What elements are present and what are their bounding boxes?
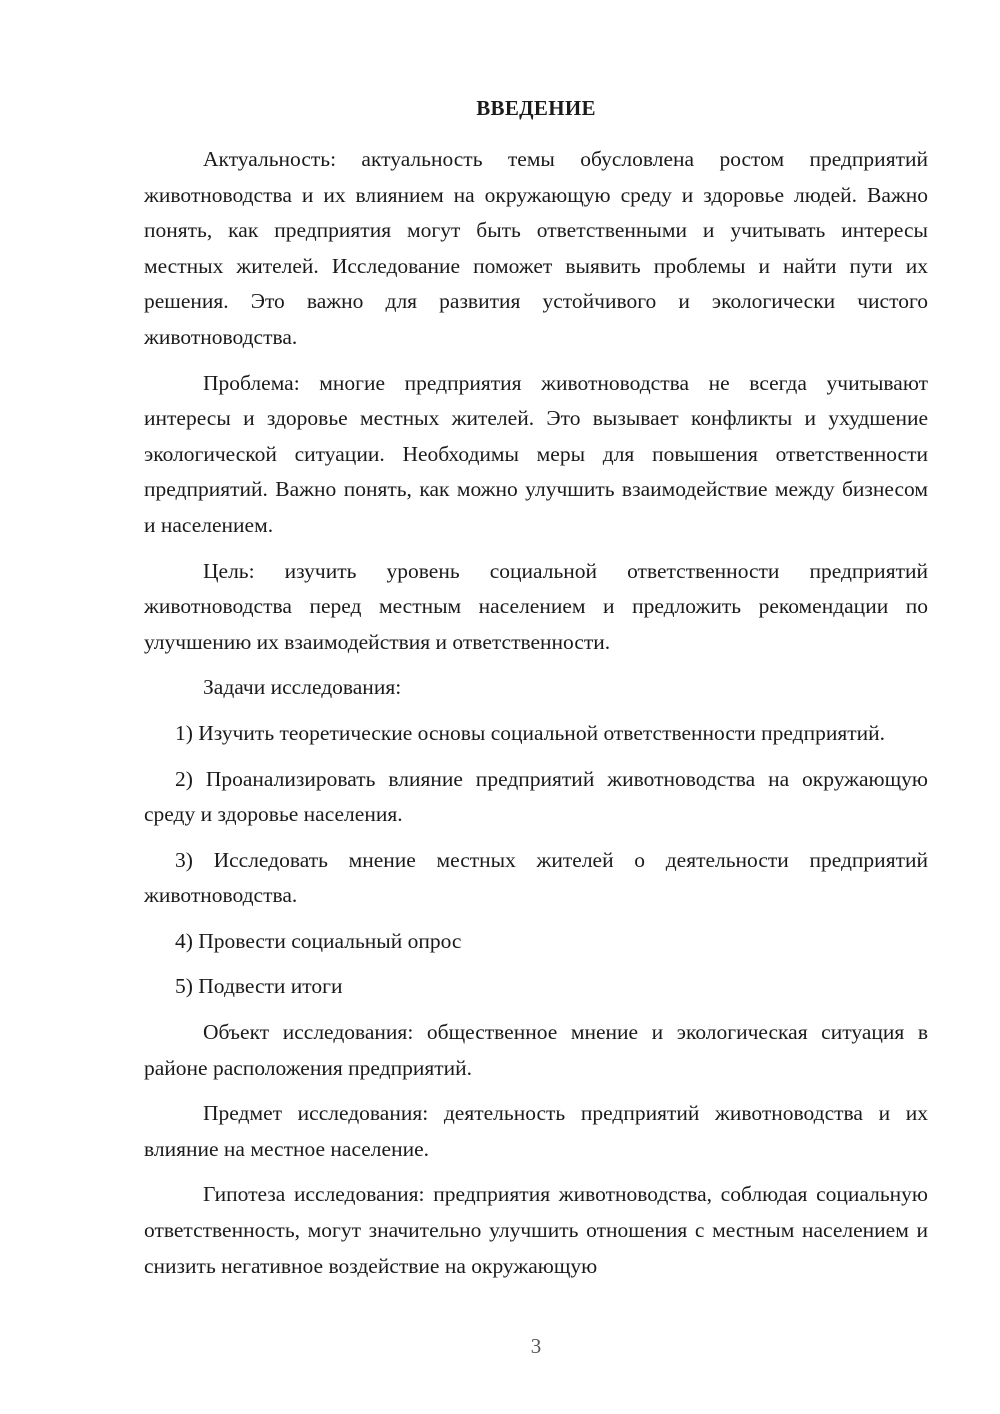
task-item: 5) Подвести итоги: [175, 974, 343, 999]
task-item: 1) Изучить теоретические основы социальной ответственности предприятий.: [175, 720, 886, 745]
page-number: 3: [530, 1334, 542, 1358]
paragraph-relevance: Актуальность: актуальность темы обусловлена ростом предприятий животноводства и их влиянием на окружающую среду и здоровье людей. Важно понять, как предприятия могут быть ответственными и учитывать интересы местных жителей. Исследование поможет выявить проблемы и найти пути их решения. Это важно для развития устойчивого и экологически чистого животноводства.: [144, 147, 928, 349]
document-body: [144, 142, 928, 1294]
paragraph-subject: Предмет исследования: деятельность предприятий животноводства и их влияние на местное население.: [144, 1101, 928, 1161]
task-item: 2) Проанализировать влияние предприятий животноводства на окружающую среду и здоровье населения.: [144, 766, 928, 827]
paragraph-goal: Цель: изучить уровень социальной ответственности предприятий животноводства перед местным населением и предложить рекомендации по улучшению их взаимодействия и ответственности.: [144, 558, 928, 654]
paragraph-object: Объект исследования: общественное мнение и экологическая ситуация в районе расположения предприятий.: [144, 1020, 928, 1080]
task-item: 4) Провести социальный опрос: [175, 928, 462, 953]
document-page: [144, 0, 928, 1414]
paragraph-problem: Проблема: многие предприятия животноводства не всегда учитывают интересы и здоровье местных жителей. Это вызывает конфликты и ухудшение экологической ситуации. Необходимы меры для повышения ответственности предприятий. Важно понять, как можно улучшить взаимодействие между бизнесом и населением.: [144, 370, 928, 537]
task-item: 3) Исследовать мнение местных жителей о деятельности предприятий животноводства.: [144, 847, 928, 908]
section-title: ВВЕДЕНИЕ: [476, 96, 596, 120]
paragraph-hypothesis: Гипотеза исследования: предприятия животноводства, соблюдая социальную ответственность, могут значительно улучшить отношения с местным населением и снизить негативное воздействие на окружающую: [144, 1182, 928, 1278]
tasks-heading: Задачи исследования:: [203, 675, 402, 700]
